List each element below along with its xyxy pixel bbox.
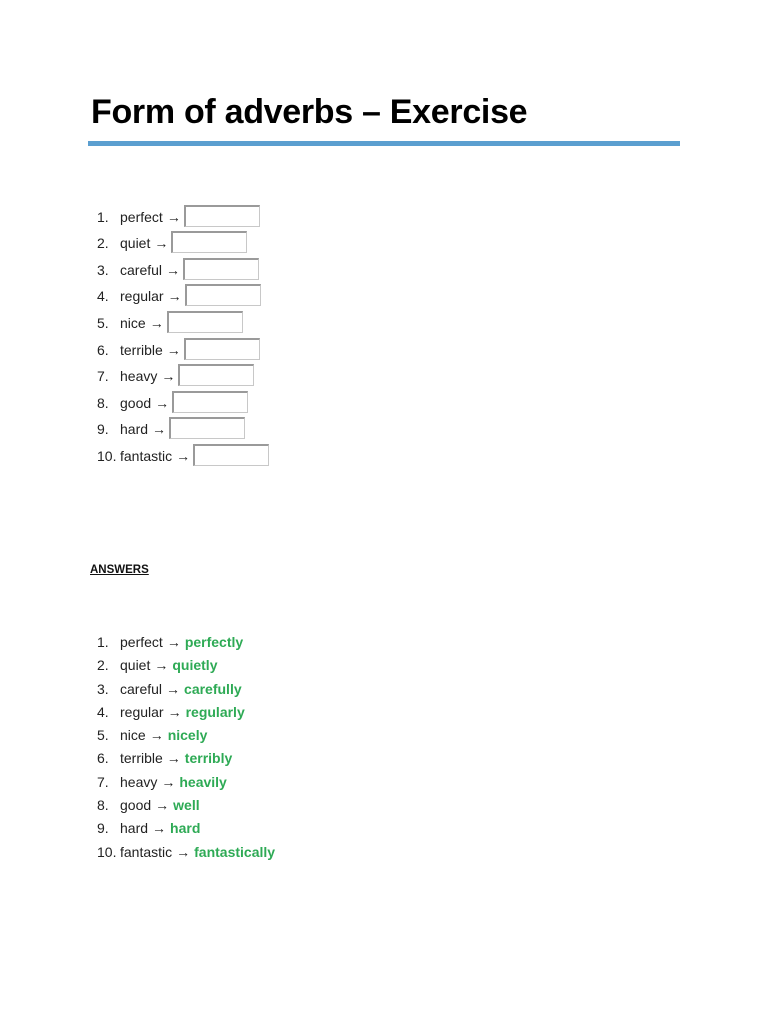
answer-input[interactable] [172,391,248,413]
item-number: 5. [97,727,109,744]
arrow-icon: → [154,657,169,674]
arrow-icon: → [155,797,170,814]
base-word: careful [120,261,163,278]
answer-text: well [173,797,200,814]
base-word: perfect [120,208,163,225]
arrow-icon: → [176,843,191,860]
arrow-icon: → [166,341,181,358]
item-number: 1. [97,208,109,225]
answer-item [97,703,275,726]
base-word: regular [120,703,164,720]
base-word: perfect [120,634,163,650]
answer-item [97,843,275,866]
answer-input[interactable] [184,338,260,360]
base-word: hard [120,820,149,837]
arrow-icon: → [161,773,176,790]
answer-item [97,773,275,796]
arrow-icon: → [176,447,191,464]
answer-text: hard [170,820,201,837]
answer-text: regularly [185,703,245,720]
item-number: 5. [97,314,109,331]
item-number: 3. [97,680,109,697]
base-word: heavy [120,368,158,385]
item-number: 7. [97,773,109,790]
item-number: 3. [97,261,109,278]
answer-item [97,796,275,819]
answer-item [97,656,275,679]
arrow-icon: → [166,750,181,767]
item-number: 6. [97,341,109,358]
base-word: quiet [120,657,151,674]
arrow-icon: → [166,208,181,225]
base-word: nice [120,314,146,331]
arrow-icon: → [161,368,176,385]
answer-text: fantastically [194,843,276,860]
arrow-icon: → [167,288,182,305]
answer-input[interactable] [171,231,247,253]
page-title: Form of adverbs – Exercise [91,93,528,131]
answer-item [97,633,275,656]
answer-input[interactable] [193,444,269,466]
item-number: 2. [97,657,109,674]
arrow-icon: → [166,634,181,650]
item-number: 9. [97,421,109,438]
base-word: hard [120,421,149,438]
item-number: 8. [97,797,109,814]
arrow-icon: → [166,680,181,697]
item-number: 7. [97,368,109,385]
item-number: 1. [97,634,109,650]
title-divider [88,141,680,146]
answer-text: terribly [184,750,233,767]
answer-input[interactable] [169,417,245,439]
item-number: 4. [97,703,109,720]
item-number: 10. [97,447,117,464]
item-number: 8. [97,394,109,411]
arrow-icon: → [149,727,164,744]
answer-item [97,680,275,703]
answer-input[interactable] [178,364,254,386]
answer-input[interactable] [185,284,261,306]
arrow-icon: → [152,421,167,438]
base-word: fantastic [120,447,173,464]
item-number: 4. [97,288,109,305]
base-word: quiet [120,235,151,252]
answer-item [97,749,275,772]
base-word: terrible [120,341,163,358]
item-number: 10. [97,843,117,860]
answer-text: carefully [184,680,242,697]
base-word: good [120,394,152,411]
answer-text: perfectly [184,634,244,650]
item-number: 6. [97,750,109,767]
answer-input[interactable] [183,258,259,280]
base-word: careful [120,680,163,697]
arrow-icon: → [149,314,164,331]
answer-input[interactable] [184,205,260,227]
answer-input[interactable] [167,311,243,333]
base-word: terrible [120,750,163,767]
item-number: 2. [97,235,109,252]
base-word: fantastic [120,843,173,860]
base-word: regular [120,288,164,305]
base-word: heavy [120,773,158,790]
arrow-icon: → [155,394,170,411]
base-word: good [120,797,152,814]
answer-text: nicely [167,727,208,744]
arrow-icon: → [166,261,181,278]
answer-text: quietly [172,657,218,674]
answers-list [97,633,275,866]
answer-item [97,819,275,842]
base-word: nice [120,727,146,744]
answer-item [97,726,275,749]
item-number: 9. [97,820,109,837]
arrow-icon: → [152,820,167,837]
answer-text: heavily [179,773,227,790]
answers-heading: ANSWERS [90,564,149,576]
arrow-icon: → [154,235,169,252]
arrow-icon: → [167,703,182,720]
